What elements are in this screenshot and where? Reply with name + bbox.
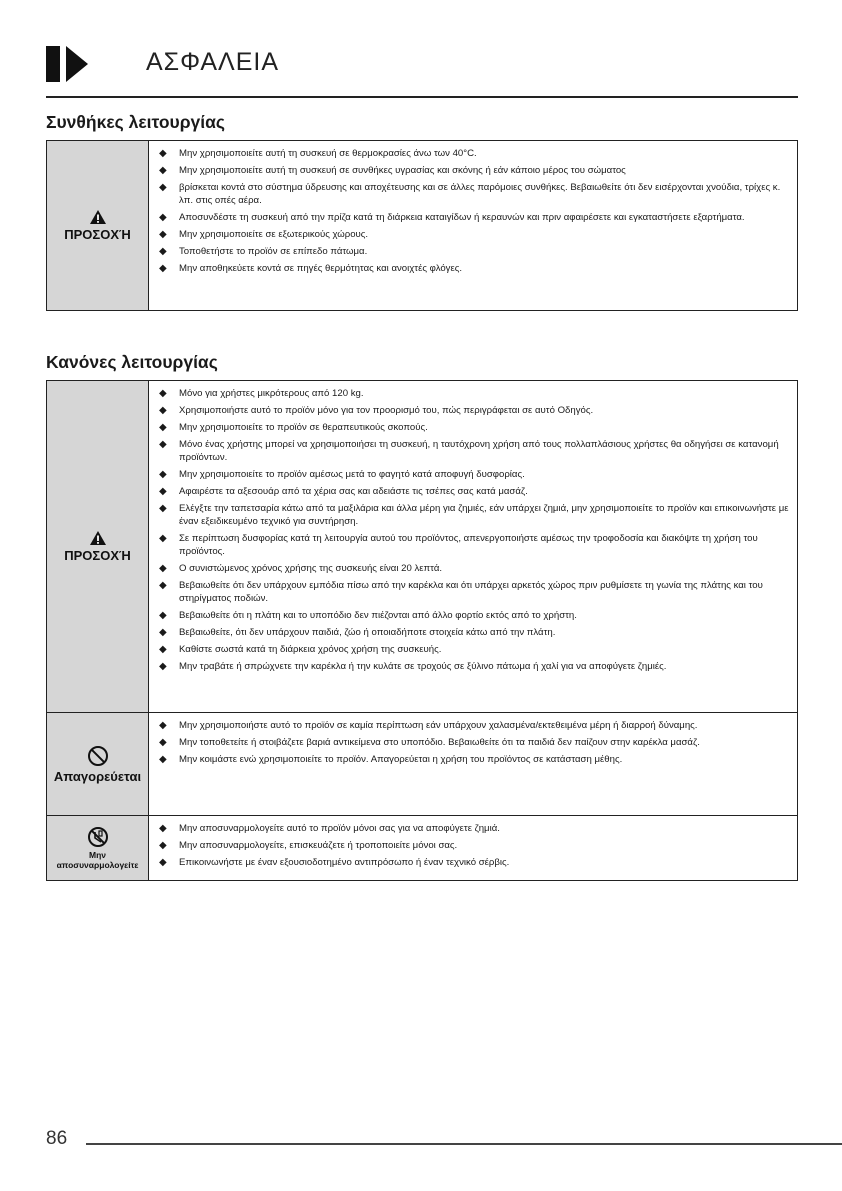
page-number: 86: [46, 1128, 68, 1149]
diamond-bullet-icon: ◆: [159, 533, 167, 544]
list-item: ◆ Μην χρησιμοποιείτε σε εξωτερικούς χώρους.: [159, 229, 369, 240]
diamond-bullet-icon: ◆: [159, 720, 167, 731]
list-item: ◆ Χρησιμοποιήστε αυτό το προϊόν μόνο για τον προορισμό του, πώς περιγράφεται σε αυτό Οδηγός.: [159, 405, 594, 416]
diamond-bullet-icon: ◆: [159, 644, 167, 655]
no-disassembly-list: [159, 822, 789, 869]
diamond-bullet-icon: ◆: [159, 661, 167, 672]
caution-row: [47, 381, 797, 712]
no-disassembly-content: [149, 816, 797, 880]
diamond-bullet-icon: ◆: [159, 246, 167, 257]
list-item: ◆ Βεβαιωθείτε ότι η πλάτη και το υποπόδιο δεν πιέζονται από άλλο φορτίο εκτός από το χρήστη.: [159, 610, 577, 621]
diamond-bullet-icon: ◆: [159, 439, 167, 450]
operating-conditions-table: [46, 140, 798, 311]
diamond-bullet-icon: ◆: [159, 610, 167, 621]
list-item: ◆ Ελέγξτε την ταπετσαρία κάτω από τα μαξιλάρια και άλλα μέρη για ζημιές, εάν υπάρχει ζημιά, μην χρησιμοποιείτε το προϊόν και επικοινωνήστε με έναν εξειδικευμένο τεχνικό για συντήρηση.: [159, 503, 789, 527]
list-item: ◆ Βεβαιωθείτε ότι δεν υπάρχουν εμπόδια πίσω από την καρέκλα και ότι υπάρχει αρκετός χώρος πριν ρυθμίσετε τη γωνία της πλάτης και του στηρίγματος ποδιών.: [159, 580, 763, 604]
no-disassembly-icon: [87, 826, 109, 848]
list-item: ◆ Μην κοιμάστε ενώ χρησιμοποιείτε το προϊόν. Απαγορεύεται η χρήση του προϊόντος σε κατάσταση μέθης.: [159, 754, 623, 765]
caution-label-cell: [47, 381, 149, 712]
diamond-bullet-icon: ◆: [159, 627, 167, 638]
chapter-marker-icon: [46, 46, 90, 82]
list-item: ◆ Μην χρησιμοποιείτε αυτή τη συσκευή σε συνθήκες υγρασίας και σκόνης ή εάν κάποιο μέρος του σώματος: [159, 165, 626, 176]
list-item: ◆ Τοποθετήστε το προϊόν σε επίπεδο πάτωμα.: [159, 246, 368, 257]
diamond-bullet-icon: ◆: [159, 182, 167, 193]
prohibited-content: [149, 713, 797, 815]
caution-list: [159, 147, 789, 275]
list-item: ◆ Αφαιρέστε τα αξεσουάρ από τα χέρια σας και αδειάστε τις τσέπες σας κατά μασάζ.: [159, 486, 528, 497]
prohibited-list: [159, 719, 789, 766]
prohibited-label-cell: [47, 713, 149, 815]
caution-content: [149, 141, 797, 310]
prohibited-row: [47, 712, 797, 815]
header-divider: [46, 96, 798, 98]
caution-row: [47, 141, 797, 310]
list-item: ◆ Μην τραβάτε ή σπρώχνετε την καρέκλα ή την κυλάτε σε τροχούς σε ξύλινο πάτωμα ή χαλί για να αποφύγετε ζημιές.: [159, 661, 667, 672]
diamond-bullet-icon: ◆: [159, 857, 167, 868]
diamond-bullet-icon: ◆: [159, 486, 167, 497]
list-item: ◆ Μην τοποθετείτε ή στοιβάζετε βαριά αντικείμενα στο υποπόδιο. Βεβαιωθείτε ότι τα παιδιά δεν παίζουν στην καρέκλα μασάζ.: [159, 737, 700, 748]
operating-rules-table: [46, 380, 798, 881]
diamond-bullet-icon: ◆: [159, 212, 167, 223]
list-item: ◆ Μην χρησιμοποιείτε το προϊόν αμέσως μετά το φαγητό κατά αποφυγή δυσφορίας.: [159, 469, 525, 480]
footer-divider: [86, 1143, 842, 1145]
warning-icon: [89, 530, 107, 546]
list-item: ◆ Ο συνιστώμενος χρόνος χρήσης της συσκευής είναι 20 λεπτά.: [159, 563, 443, 574]
no-disassembly-label-cell: [47, 816, 149, 880]
list-item: ◆ Σε περίπτωση δυσφορίας κατά τη λειτουργία αυτού του προϊόντος, απενεργοποιήστε αμέσως την τροφοδοσία και διακόψτε τη χρήση του προϊόντος.: [159, 533, 758, 557]
diamond-bullet-icon: ◆: [159, 263, 167, 274]
caution-label-cell: [47, 141, 149, 310]
list-item: ◆ Μόνο για χρήστες μικρότερους από 120 kg.: [159, 388, 364, 399]
page-title: ΑΣΦΑΛΕΙΑ: [146, 48, 280, 76]
diamond-bullet-icon: ◆: [159, 469, 167, 480]
diamond-bullet-icon: ◆: [159, 754, 167, 765]
prohibited-icon: [87, 745, 109, 767]
caution-content: [149, 381, 797, 712]
prohibited-label: Απαγορεύεται: [53, 768, 142, 784]
caution-label: ΠΡΟΣΟΧΉ: [64, 227, 131, 242]
list-item: ◆ Μην χρησιμοποιείτε αυτή τη συσκευή σε θερμοκρασίες άνω των 40°C.: [159, 148, 477, 159]
diamond-bullet-icon: ◆: [159, 580, 167, 591]
section-title-operating-conditions: Συνθήκες λειτουργίας: [46, 112, 225, 132]
diamond-bullet-icon: ◆: [159, 737, 167, 748]
list-item: ◆ Επικοινωνήστε με έναν εξουσιοδοτημένο αντιπρόσωπο ή έναν τεχνικό σέρβις.: [159, 857, 510, 868]
list-item: ◆ Μην αποσυναρμολογείτε, επισκευάζετε ή τροποποιείτε μόνοι σας.: [159, 840, 458, 851]
list-item: ◆ Καθίστε σωστά κατά τη διάρκεια χρόνος χρήση της συσκευής.: [159, 644, 442, 655]
list-item: ◆ Μην αποθηκεύετε κοντά σε πηγές θερμότητας και ανοιχτές φλόγες.: [159, 263, 463, 274]
diamond-bullet-icon: ◆: [159, 388, 167, 399]
section-title-operating-rules: Κανόνες λειτουργίας: [46, 352, 218, 372]
no-disassembly-row: [47, 815, 797, 880]
diamond-bullet-icon: ◆: [159, 422, 167, 433]
list-item: ◆ Αποσυνδέστε τη συσκευή από την πρίζα κατά τη διάρκεια καταιγίδων ή κεραυνών και πριν αφαιρέσετε και εγκαταστήσετε εξαρτήματα.: [159, 212, 745, 223]
list-item: ◆ βρίσκεται κοντά στο σύστημα ύδρευσης και αποχέτευσης και σε άλλες παρόμοιες συνθήκες. Βεβαιωθείτε ότι δεν εισέρχονται χνούδια, τρίχες κ. λπ. στις οπές αέρα.: [159, 182, 781, 206]
list-item: ◆ Μην χρησιμοποιήστε αυτό το προϊόν σε καμία περίπτωση εάν υπάρχουν χαλασμένα/εκτεθειμένα μέρη ή διαρροή δύναμης.: [159, 720, 698, 731]
diamond-bullet-icon: ◆: [159, 165, 167, 176]
list-item: ◆ Μην χρησιμοποιείτε το προϊόν σε θεραπευτικούς σκοπούς.: [159, 422, 428, 433]
caution-label: ΠΡΟΣΟΧΉ: [64, 548, 131, 563]
diamond-bullet-icon: ◆: [159, 823, 167, 834]
no-disassembly-label: Μην αποσυναρμολογείτε: [56, 850, 139, 870]
diamond-bullet-icon: ◆: [159, 148, 167, 159]
list-item: ◆ Βεβαιωθείτε, ότι δεν υπάρχουν παιδιά, ζώο ή οποιαδήποτε στοιχεία κάτω από την πλάτη.: [159, 627, 556, 638]
warning-icon: [89, 209, 107, 225]
diamond-bullet-icon: ◆: [159, 563, 167, 574]
diamond-bullet-icon: ◆: [159, 405, 167, 416]
diamond-bullet-icon: ◆: [159, 840, 167, 851]
caution-list: [159, 387, 789, 673]
list-item: ◆ Μην αποσυναρμολογείτε αυτό το προϊόν μόνοι σας για να αποφύγετε ζημιά.: [159, 823, 500, 834]
diamond-bullet-icon: ◆: [159, 503, 167, 514]
diamond-bullet-icon: ◆: [159, 229, 167, 240]
list-item: ◆ Μόνο ένας χρήστης μπορεί να χρησιμοποιήσει τη συσκευή, η ταυτόχρονη χρήση από τους πολλαπλάσιους χρήστες θα οδηγήσει σε κατανομή προϊόντων.: [159, 439, 779, 463]
